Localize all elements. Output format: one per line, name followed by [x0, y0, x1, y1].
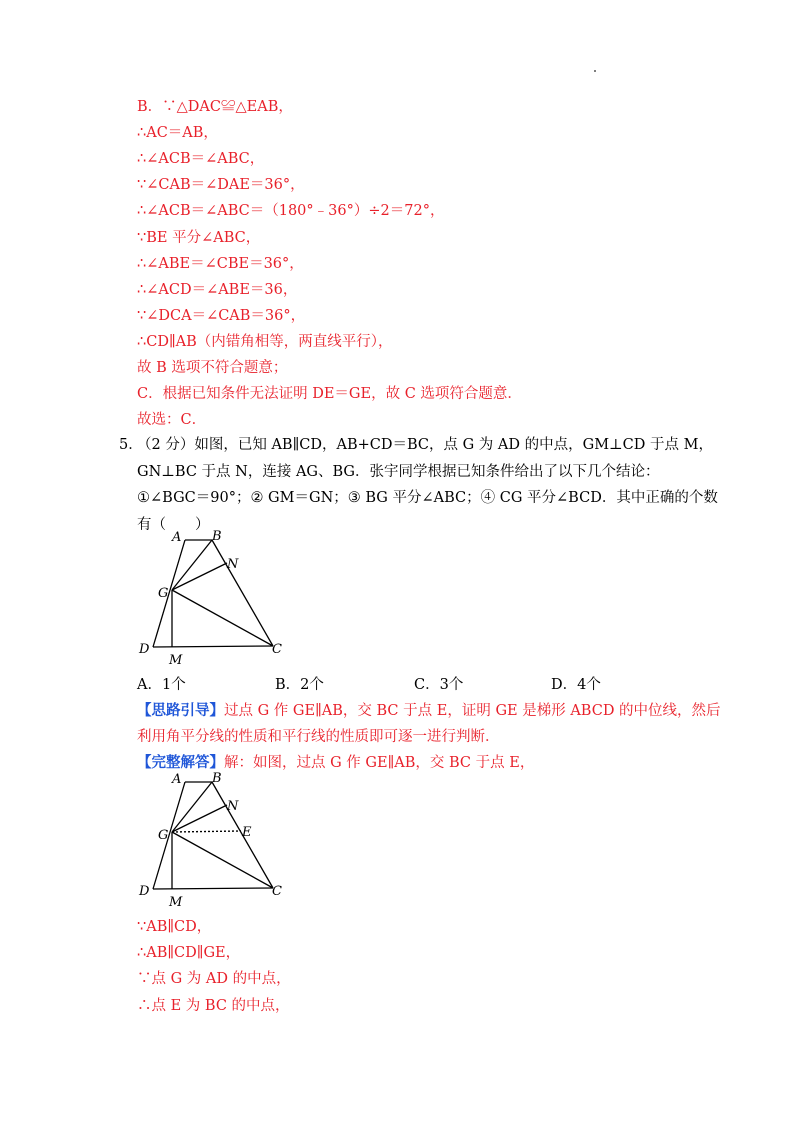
figure-trapezoid-with-e [132, 768, 292, 912]
text-line: C．根据已知条件无法证明 DE＝GE，故 C 选项符合题意． [137, 386, 522, 403]
label-g: G [158, 828, 169, 843]
hint-line-2: 利用角平分线的性质和平行线的性质即可逐一进行判断． [137, 729, 500, 745]
text-line: （2 分）如图，已知 AB∥CD，AB+CD＝BC，点 G 为 AD 的中点，GM⊥CD 于点 M， [137, 437, 713, 453]
text-line: 故选：C． [137, 412, 207, 429]
text-line: ∴∠ACD＝∠ABE＝36， [137, 281, 298, 298]
text-line: ①∠BGC＝90°；② GM＝GN；③ BG 平分∠ABC；④ CG 平分∠BCD．其中正确的个数 [137, 490, 718, 506]
text-line: GN⊥BC 于点 N，连接 AG、BG．张宇同学根据已知条件给出了以下几个结论： [137, 463, 660, 480]
label-c: C [272, 884, 282, 899]
answer-line-1: 【完整解答】解：如图，过点 G 作 GE∥AB，交 BC 于点 E， [137, 754, 535, 771]
answer-tag: 【完整解答】 [137, 754, 224, 771]
text-line: ∴AC＝AB， [137, 125, 218, 142]
text-line: ∵BE 平分∠ABC， [137, 229, 261, 246]
option-a: A．1个 [137, 677, 186, 693]
label-n: N [227, 557, 239, 572]
label-m: M [169, 895, 183, 910]
figure-trapezoid [132, 526, 292, 670]
text-line: ∴点 E 为 BC 的中点， [137, 997, 290, 1014]
text-line: ∵∠DCA＝∠CAB＝36°， [137, 307, 306, 324]
label-e: E [242, 825, 252, 840]
label-b: B [212, 529, 222, 544]
option-c: C．3个 [414, 677, 464, 693]
text-line: ∴∠ACB＝∠ABC＝（180°﹣36°）÷2＝72°， [137, 203, 445, 220]
text-line: 有（ ） [137, 516, 210, 533]
label-d: D [139, 642, 150, 657]
hint-tag: 【思路引导】 [137, 702, 224, 719]
text-line: B．∵△DAC≌△EAB， [137, 99, 293, 115]
hint-line-1: 【思路引导】过点 G 作 GE∥AB，交 BC 于点 E，证明 GE 是梯形 ABCD 的中位线，然后 [137, 702, 721, 719]
label-c: C [272, 642, 282, 657]
label-n: N [227, 799, 239, 814]
label-a: A [172, 530, 182, 545]
text-line: 故 B 选项不符合题意； [137, 360, 288, 376]
label-a: A [172, 772, 182, 787]
text-line: ∵点 G 为 AD 的中点， [137, 971, 291, 988]
page-mark [594, 70, 596, 72]
option-b: B．2个 [275, 677, 324, 693]
option-d: D．4个 [551, 677, 601, 693]
label-g: G [158, 586, 169, 601]
text-line: ∴∠ACB＝∠ABC， [137, 151, 265, 168]
label-d: D [139, 884, 150, 899]
label-b: B [212, 771, 222, 786]
question-number: 5． [119, 437, 143, 453]
text-line: ∵AB∥CD， [137, 919, 212, 935]
text-line: ∴∠ABE＝∠CBE＝36°， [137, 255, 304, 272]
label-m: M [169, 653, 183, 668]
text-line: ∴CD∥AB（内错角相等，两直线平行）， [137, 333, 393, 350]
text-line: ∵∠CAB＝∠DAE＝36°， [137, 177, 305, 194]
text-line: ∴AB∥CD∥GE， [137, 945, 241, 962]
